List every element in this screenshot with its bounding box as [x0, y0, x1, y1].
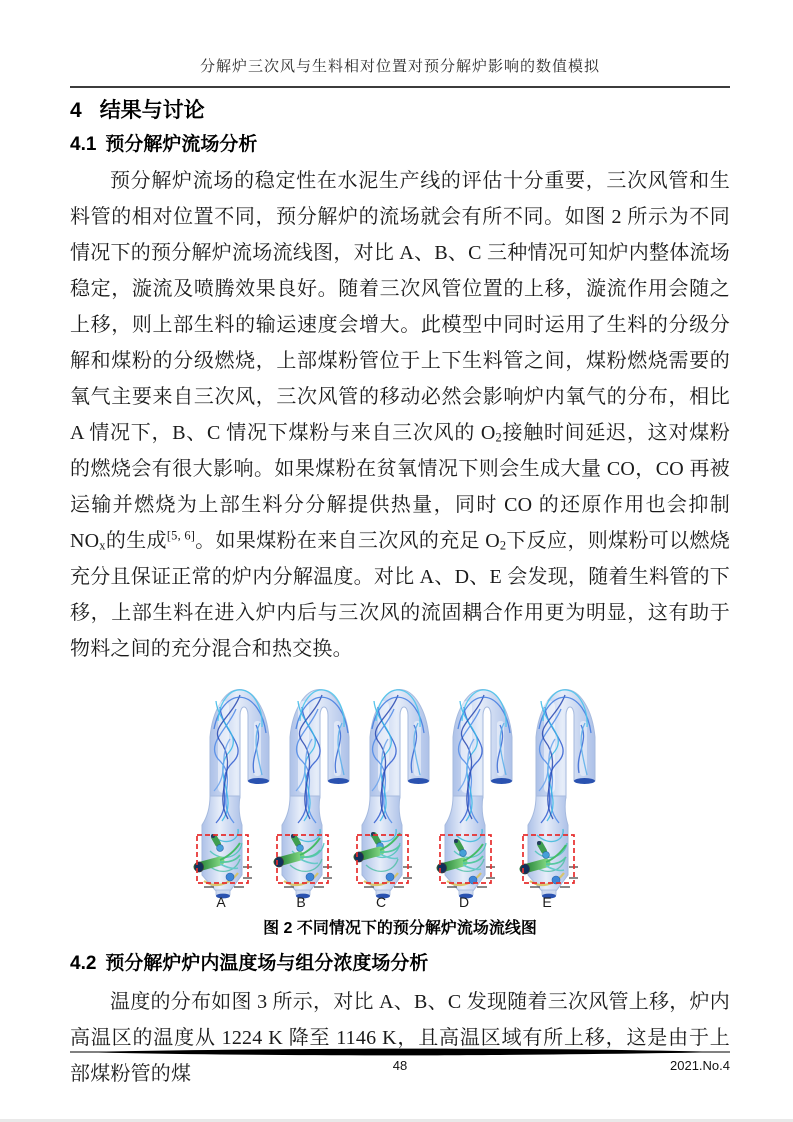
paragraph-temperature-field: 温度的分布如图 3 所示，对比 A、B、C 发现随着三次风管上移，炉内高温区的温度从 1224 K 降至 1146 K，且高温区域有所上移，这是由于上部煤粉管的煤	[70, 991, 730, 1085]
paragraph-flow-field-analysis: 预分解炉流场的稳定性在水泥生产线的评估十分重要，三次风管和生料管的相对位置不同，预分解炉的流场就会有所不同。如图 2 所示为不同情况下的预分解炉流场流线图，对比 A、B、C 三种情况可知炉内整体流场稳定，漩流及喷腾效果良好。随着三次风管位置的上移，漩流作用会随之上移，则上部生料的输运速度会增大。此模型中同时运用了生料的分级分解和煤粉的分级燃烧，上部煤粉管位于上下生料管之间，煤粉燃烧需要的氧气主要来自三次风，三次风管的移动必然会影响炉内氧气的分布，相比 A 情况下，B、C 情况下煤粉与来自三次风的 $O_2$接触时间延迟，这对煤粉的燃烧会有很大影响。如果煤粉在贫氧情况下则会生成大量 CO，CO 再被运输并燃烧为上部生料分分解提供热量，同时 CO 的还原作用也会抑制 $NO_x$的生成[5, 6]。如果煤粉在来自三次风的充足 $O_2$下反应，则煤粉可以燃烧充分且保证正常的炉内分解温度。对比 A、D、E 会发现，随着生料管的下移，上部生料在进入炉内后与三次风的流固耦合作用更为明显，这有助于物料之间的充分混合和热交换。	[70, 170, 731, 660]
issue-label: 2021.No.4	[670, 1058, 730, 1073]
flow-case-E	[521, 690, 596, 910]
page-number: 48	[392, 1058, 408, 1073]
section-heading-results	[70, 98, 730, 124]
subsection-heading-4-1	[70, 133, 730, 157]
section-number: 4	[70, 99, 82, 122]
footer-row	[70, 1058, 730, 1078]
figure-2-streamline-image	[190, 673, 600, 911]
raw-meal-sphere	[386, 873, 394, 881]
footer-rule	[70, 1048, 730, 1056]
raw-meal-sphere	[226, 873, 234, 881]
subsection-title: 预分解炉炉内温度场与组分浓度场分析	[105, 953, 429, 974]
page-header	[70, 0, 730, 88]
figure-2	[70, 673, 730, 939]
raw-meal-sphere	[306, 873, 314, 881]
flow-case-D	[438, 690, 513, 910]
figure-2-caption: 图 2 不同情况下的预分解炉流场流线图	[263, 920, 537, 937]
case-label-B: B	[296, 894, 306, 910]
case-label-C: C	[375, 894, 387, 910]
flow-case-B	[275, 690, 350, 910]
page-footer	[70, 1048, 730, 1078]
case-label-D: D	[458, 894, 470, 910]
page-content	[70, 0, 730, 1092]
subsection-number: 4.1	[70, 134, 97, 155]
section-title: 结果与讨论	[99, 99, 205, 122]
running-title: 分解炉三次风与生料相对位置对预分解炉影响的数值模拟	[199, 59, 600, 75]
flow-case-C	[355, 690, 430, 910]
subsection-number: 4.2	[70, 953, 97, 974]
flow-case-A	[195, 690, 270, 910]
subsection-heading-4-2	[70, 952, 730, 976]
case-label-A: A	[216, 894, 226, 910]
subsection-title: 预分解炉流场分析	[105, 134, 258, 155]
case-label-E: E	[542, 894, 552, 910]
